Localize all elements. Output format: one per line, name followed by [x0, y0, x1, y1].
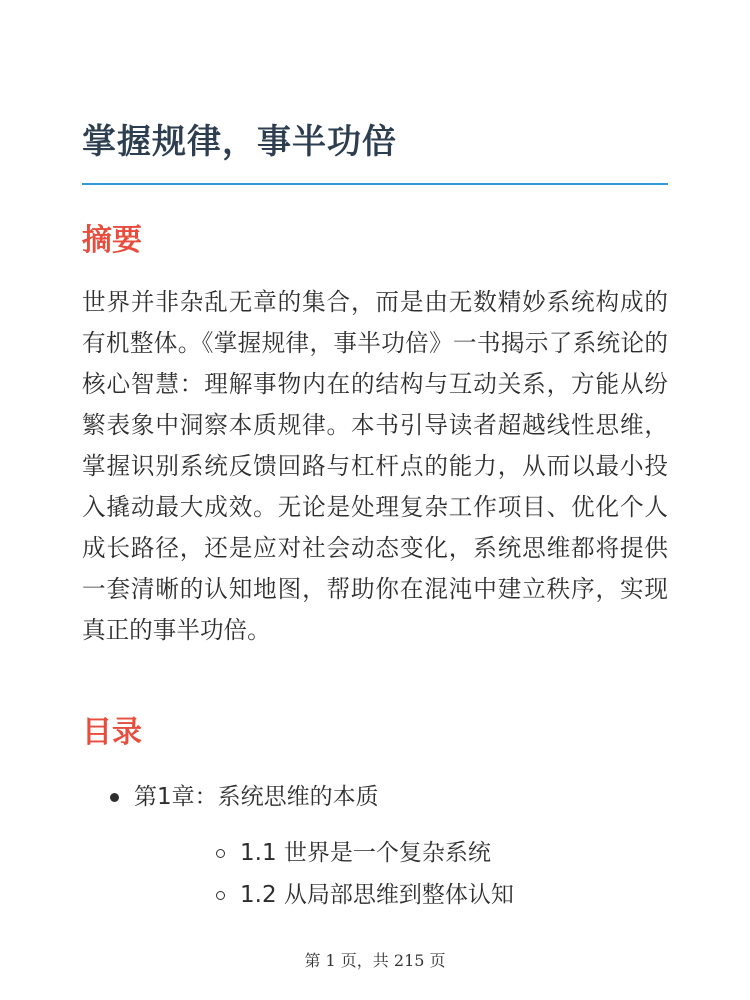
page-number-footer: 第 1 页，共 215 页 — [304, 951, 446, 970]
bullet-circle-icon — [216, 891, 225, 900]
title-divider — [82, 183, 668, 185]
bullet-disc-icon — [110, 793, 119, 802]
abstract-heading: 摘要 — [82, 223, 142, 258]
toc-section-1-2[interactable] — [134, 875, 668, 915]
bullet-circle-icon — [216, 849, 225, 858]
table-of-contents — [82, 777, 668, 915]
abstract-paragraph: 世界并非杂乱无章的集合，而是由无数精妙系统构成的有机整体。《掌握规律，事半功倍》一书揭示了系统论的核心智慧：理解事物内在的结构与互动关系，方能从纷繁表象中洞察本质规律。本书引导读者超越线性思维，掌握识别系统反馈回路与杠杆点的能力，从而以最小投入撬动最大成效。无论是处理复杂工作项目、优化个人成长路径，还是应对社会动态变化，系统思维都将提供一套清晰的认知地图，帮助你在混沌中建立秩序，实现真正的事半功倍。 — [82, 288, 668, 644]
toc-section-label: 1.1 世界是一个复杂系统 — [240, 840, 491, 866]
toc-heading: 目录 — [82, 715, 142, 750]
book-title: 掌握规律，事半功倍 — [82, 122, 397, 162]
toc-section-label: 1.2 从局部思维到整体认知 — [240, 882, 514, 908]
toc-chapter-1[interactable] — [82, 777, 668, 915]
toc-chapter-label: 第1章：系统思维的本质 — [134, 784, 379, 810]
toc-section-1-1[interactable] — [134, 833, 668, 873]
toc-chapter-1-sections — [134, 833, 668, 915]
